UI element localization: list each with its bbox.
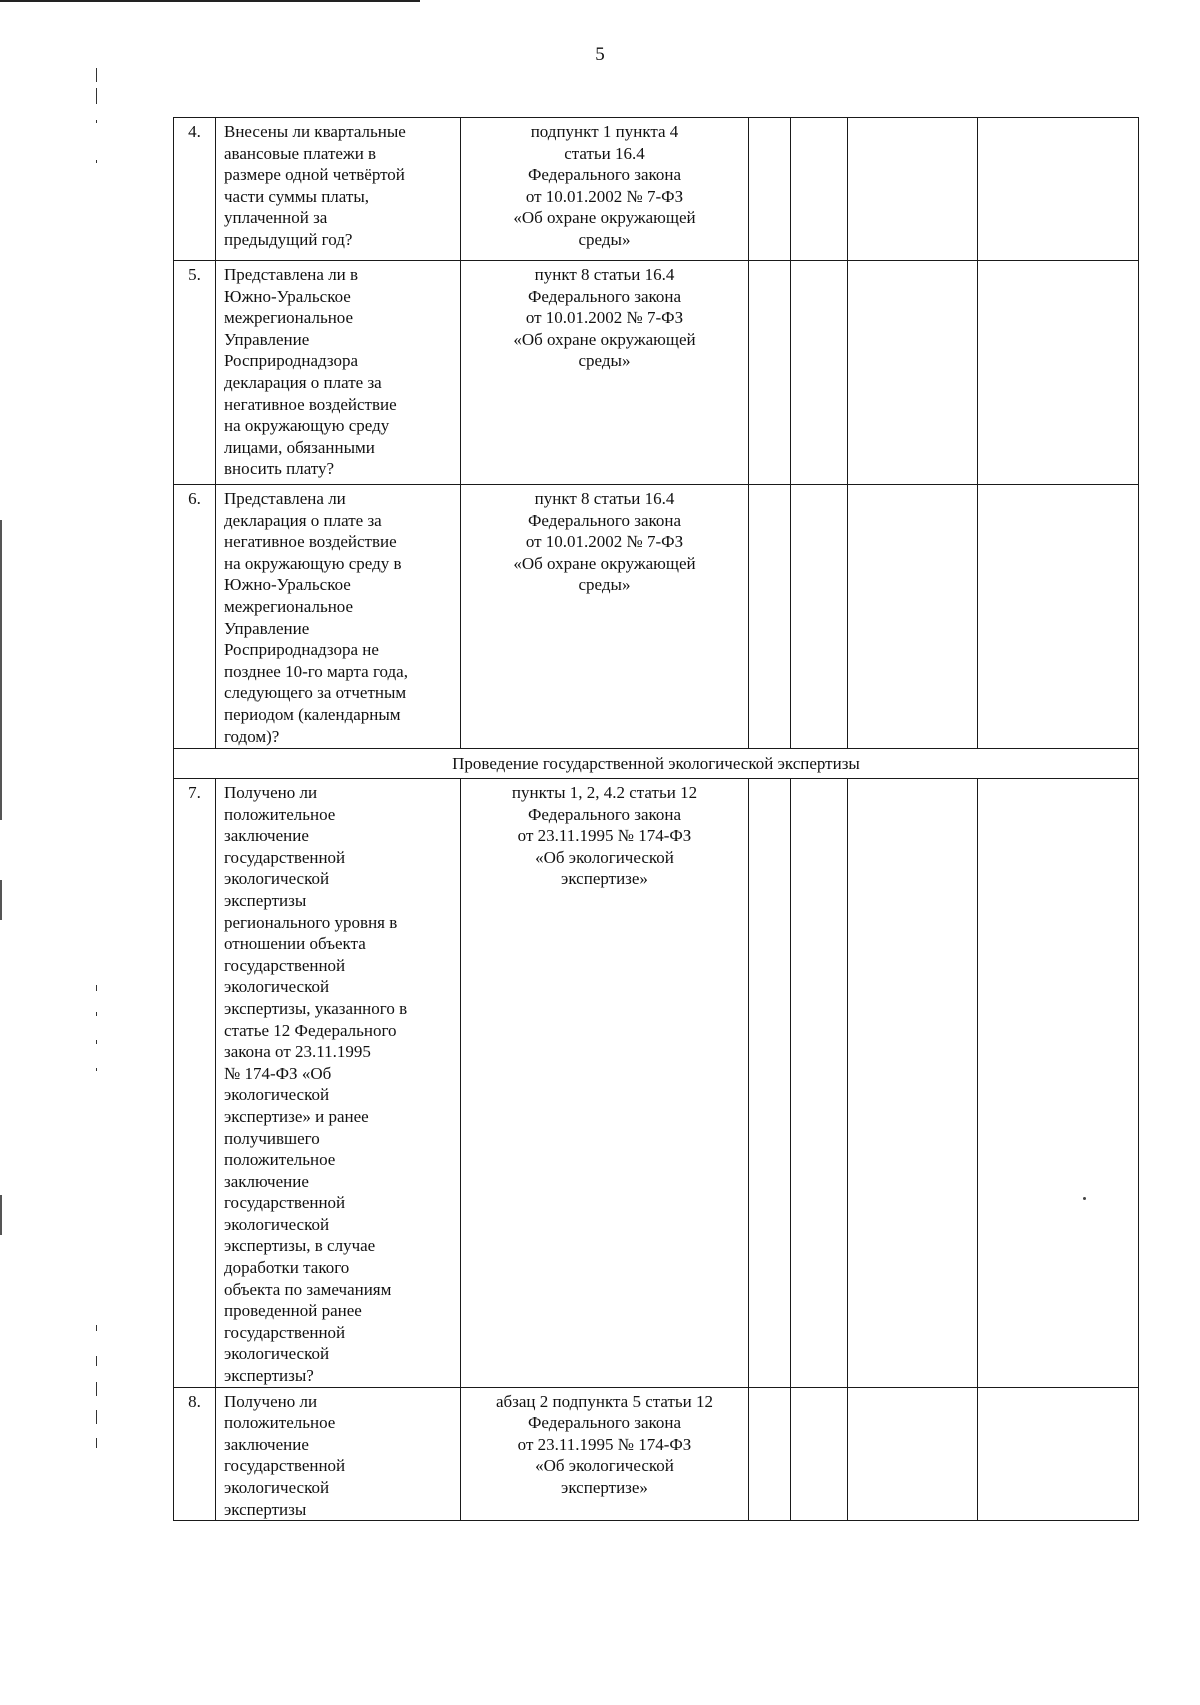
scan-edge-mark [0, 1195, 2, 1235]
question-line: авансовые платежи в [224, 143, 377, 163]
answer-cell-2[interactable] [791, 1387, 848, 1521]
question-line: проведенной ранее [224, 1301, 362, 1321]
reference-line: среды» [578, 351, 631, 371]
answer-cell-3[interactable] [848, 779, 978, 1388]
reference-line: Федерального закона [527, 804, 682, 824]
row-number: 6. [174, 485, 216, 749]
top-edge-rule [0, 0, 420, 2]
answer-cell-4[interactable] [978, 261, 1139, 485]
question-cell [216, 261, 461, 485]
reference-line: «Об охране окружающей [513, 329, 696, 349]
row-number: 5. [174, 261, 216, 485]
question-line: межрегиональное [224, 596, 354, 616]
question-line: заключение [224, 826, 309, 846]
question-line: государственной [224, 1456, 346, 1476]
question-line: экологической [224, 1214, 330, 1234]
reference-line: подпункт 1 пункта 4 [530, 122, 679, 141]
answer-cell-1[interactable] [749, 485, 791, 749]
reference-line: Федерального закона [527, 286, 682, 306]
row-number: 8. [174, 1387, 216, 1521]
reference-line: пункт 8 статьи 16.4 [534, 265, 675, 284]
legal-reference-cell [461, 779, 749, 1388]
question-line: экологической [224, 1344, 330, 1364]
question-line: следующего за отчетным [224, 683, 407, 703]
question-line: экспертизе» и ранее [224, 1106, 369, 1126]
question-line: экспертизы, в случае [224, 1236, 376, 1256]
answer-cell-2[interactable] [791, 118, 848, 261]
reference-line: Федерального закона [527, 165, 682, 185]
legal-reference-cell [461, 118, 749, 261]
question-line: государственной [224, 1322, 346, 1342]
question-line: размере одной четвёртой [224, 165, 405, 185]
question-line: экспертизы, указанного в [224, 998, 408, 1018]
answer-cell-4[interactable] [978, 779, 1139, 1388]
question-line: на окружающую среду в [224, 553, 402, 573]
question-line: доработки такого [224, 1258, 350, 1278]
reference-line: «Об экологической [535, 847, 674, 867]
reference-line: от 10.01.2002 № 7-ФЗ [525, 532, 684, 552]
question-line: заключение [224, 1434, 309, 1454]
reference-line: пункты 1, 2, 4.2 статьи 12 [511, 783, 698, 802]
question-cell [216, 1387, 461, 1521]
question-line: на окружающую среду [224, 416, 390, 436]
reference-line: среды» [578, 575, 631, 595]
question-line: положительное [224, 1150, 336, 1170]
legal-reference-cell [461, 1387, 749, 1521]
question-line: положительное [224, 1413, 336, 1433]
question-line: Росприроднадзора не [224, 640, 379, 660]
reference-line: от 23.11.1995 № 174-ФЗ [517, 1434, 692, 1454]
question-line: Представлена ли [224, 489, 346, 508]
section-row [174, 749, 1139, 779]
answer-cell-3[interactable] [848, 118, 978, 261]
reference-line: статьи 16.4 [564, 143, 645, 163]
answer-cell-4[interactable] [978, 1387, 1139, 1521]
question-cell [216, 118, 461, 261]
question-line: межрегиональное [224, 308, 354, 328]
answer-cell-1[interactable] [749, 118, 791, 261]
question-line: экологической [224, 1478, 330, 1497]
legal-reference-cell [461, 261, 749, 485]
row-number: 7. [174, 779, 216, 1388]
question-line: Получено ли [224, 1391, 318, 1411]
row-number: 4. [174, 118, 216, 261]
answer-cell-4[interactable] [978, 485, 1139, 749]
question-line: Росприроднадзора [224, 351, 359, 371]
answer-cell-3[interactable] [848, 261, 978, 485]
question-line: получившего [224, 1128, 320, 1148]
reference-line: экспертизе» [561, 1478, 648, 1497]
question-line: статье 12 Федерального [224, 1020, 397, 1040]
reference-line: экспертизе» [561, 869, 648, 889]
question-cell [216, 485, 461, 749]
question-line: Получено ли [224, 783, 318, 802]
question-line: Управление [224, 618, 310, 638]
checklist-table [173, 117, 1139, 1521]
question-line: позднее 10-го марта года, [224, 661, 408, 681]
page-number: 5 [595, 44, 605, 65]
question-line: государственной [224, 1193, 346, 1213]
question-line: объекта по замечаниям [224, 1279, 392, 1299]
question-line: закона от 23.11.1995 [224, 1042, 371, 1062]
question-line: государственной [224, 847, 346, 867]
answer-cell-3[interactable] [848, 1387, 978, 1521]
reference-line: «Об охране окружающей [513, 553, 696, 573]
legal-reference-cell [461, 485, 749, 749]
answer-cell-2[interactable] [791, 261, 848, 485]
reference-line: абзац 2 подпункта 5 статьи 12 [495, 1391, 714, 1411]
binding-margin-marks [96, 0, 100, 1705]
question-cell [216, 779, 461, 1388]
reference-line: Федерального закона [527, 1413, 682, 1433]
question-line: экологической [224, 977, 330, 997]
question-line: государственной [224, 955, 346, 975]
question-line: отношении объекта [224, 934, 366, 954]
answer-cell-4[interactable] [978, 118, 1139, 261]
question-line: положительное [224, 804, 336, 824]
question-line: заключение [224, 1171, 309, 1191]
answer-cell-2[interactable] [791, 485, 848, 749]
question-line: части суммы платы, [224, 186, 369, 206]
question-line: годом)? [224, 726, 280, 746]
table-row [174, 779, 1139, 1388]
scan-edge-mark [0, 880, 2, 920]
question-line: экологической [224, 869, 330, 889]
question-line: декларация о плате за [224, 510, 382, 530]
question-line: предыдущий год? [224, 229, 353, 249]
section-title: Проведение государственной экологической экспертизы [174, 749, 1139, 779]
question-line: регионального уровня в [224, 912, 398, 932]
question-line: Южно-Уральское [224, 575, 351, 595]
question-line: декларация о плате за [224, 372, 382, 392]
question-line: негативное воздействие [224, 532, 397, 552]
answer-cell-3[interactable] [848, 485, 978, 749]
question-line: лицами, обязанными [224, 437, 375, 457]
answer-cell-1[interactable] [749, 779, 791, 1388]
question-line: периодом (календарным [224, 704, 401, 724]
reference-line: пункт 8 статьи 16.4 [534, 489, 675, 508]
question-line: Управление [224, 329, 310, 349]
table-row [174, 485, 1139, 749]
answer-cell-1[interactable] [749, 1387, 791, 1521]
table-row [174, 1387, 1139, 1521]
question-line: Внесены ли квартальные [224, 122, 406, 141]
table-row [174, 118, 1139, 261]
reference-line: Федерального закона [527, 510, 682, 530]
reference-line: «Об охране окружающей [513, 208, 696, 228]
question-line: негативное воздействие [224, 394, 397, 414]
scan-edge-mark [0, 520, 2, 820]
reference-line: от 10.01.2002 № 7-ФЗ [525, 186, 684, 206]
question-line: Южно-Уральское [224, 286, 351, 306]
question-line: Представлена ли в [224, 265, 359, 284]
reference-line: от 23.11.1995 № 174-ФЗ [517, 826, 692, 846]
reference-line: от 10.01.2002 № 7-ФЗ [525, 308, 684, 328]
question-line: № 174-ФЗ «Об [224, 1063, 332, 1083]
question-line: уплаченной за [224, 208, 328, 228]
question-line: экологической [224, 1085, 330, 1105]
question-line: экспертизы [224, 890, 307, 910]
question-line: вносить плату? [224, 459, 335, 479]
reference-line: «Об экологической [535, 1456, 674, 1476]
reference-line: среды» [578, 229, 631, 249]
table-row [174, 261, 1139, 485]
question-line: экспертизы [224, 1499, 307, 1519]
answer-cell-1[interactable] [749, 261, 791, 485]
question-line: экспертизы? [224, 1366, 314, 1386]
answer-cell-2[interactable] [791, 779, 848, 1388]
